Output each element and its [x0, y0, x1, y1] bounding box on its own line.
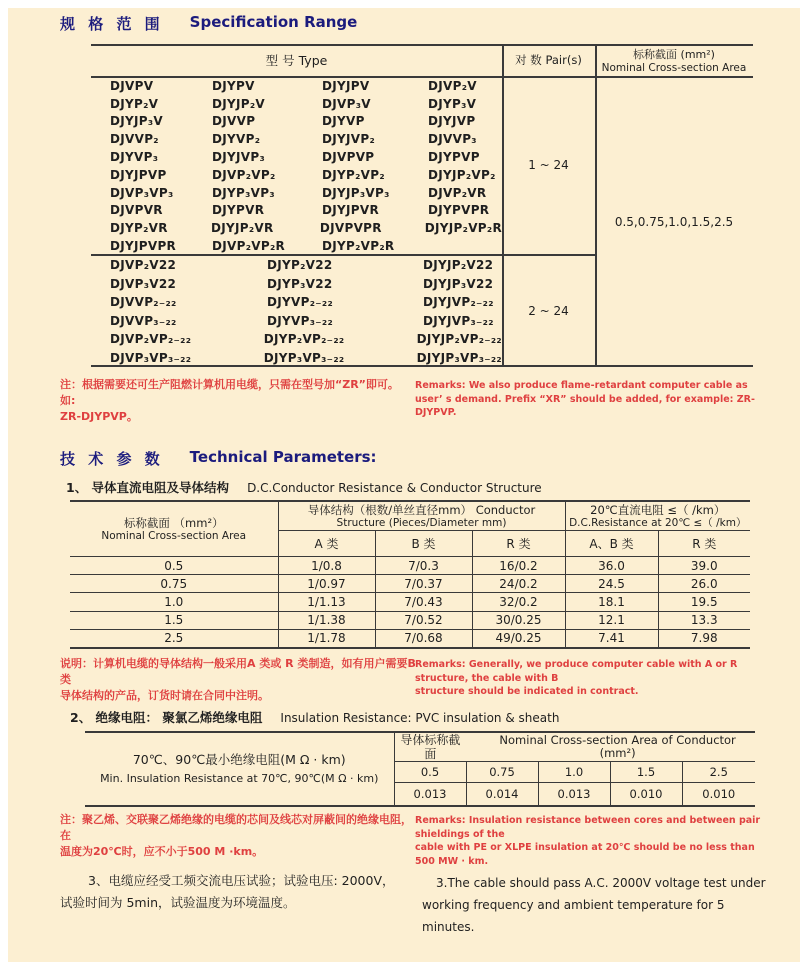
spec-note-zh — [60, 377, 412, 425]
dc-cell: 19.5 — [658, 593, 750, 611]
table-row — [70, 629, 750, 647]
spec-range-heading — [60, 13, 357, 34]
table-row — [70, 611, 750, 629]
dc-note-zh-line2: 导体结构的产品，订货时请在合同中注明。 — [60, 689, 269, 702]
technical-heading — [60, 448, 377, 469]
table-row — [110, 95, 502, 113]
dc-structure-header-line2: Structure (Pieces/Diameter mm) — [336, 516, 507, 529]
model-cell: DJYJVP₂₋₂₂ — [423, 295, 494, 310]
dc-nominal-header — [70, 502, 278, 557]
dc-cell: 0.75 — [70, 575, 278, 593]
table-row — [110, 148, 502, 166]
model-cell: DJYJP₂VP₂R — [424, 221, 502, 236]
dc-cell: 0.5 — [70, 557, 278, 575]
table-row — [110, 275, 502, 294]
table-row — [70, 593, 750, 611]
dc-subheader-ab: A、B 类 — [565, 531, 658, 557]
model-cell: DJYPVP — [428, 150, 480, 165]
table-row — [85, 733, 755, 762]
value-cell: 0.010 — [682, 783, 755, 806]
table-row — [110, 113, 502, 131]
size-cell: 1.5 — [610, 762, 682, 783]
dc-cell: 30/0.25 — [472, 611, 565, 629]
dc-cell: 7/0.43 — [375, 593, 472, 611]
model-cell: DJYJPV — [322, 78, 370, 93]
model-cell: DJYP₂VR — [110, 221, 168, 236]
dc-cell: 13.3 — [658, 611, 750, 629]
dc-cell: 7/0.52 — [375, 611, 472, 629]
insulation-note-en-line1: Remarks: Insulation resistance between cores and between pair shieldings of the — [415, 815, 761, 840]
insulation-left-en: Min. Insulation Resistance at 70℃, 90℃(M Ω · km) — [100, 772, 379, 785]
model-cell: DJYJP₂VP₂ — [428, 167, 496, 182]
nominal-value: 0.5,0.75,1.0,1.5,2.5 — [614, 214, 734, 229]
dc-note-en-line1: Remarks: Generally, we produce computer cable with A or R structure, the cable with B — [415, 659, 738, 684]
size-cell: 1.0 — [538, 762, 610, 783]
dc-cell: 2.5 — [70, 629, 278, 647]
item2-title-en: Insulation Resistance: PVC insulation & sheath — [280, 711, 560, 725]
model-cell: DJYJP₃V22 — [423, 276, 494, 291]
value-cell: 0.010 — [610, 783, 682, 806]
item1-title — [66, 478, 542, 496]
dc-cell: 1/1.13 — [278, 593, 375, 611]
dc-subheader-r: R 类 — [472, 531, 565, 557]
dc-note-en-line2: structure should be indicated in contract. — [415, 686, 639, 697]
model-cell: DJVP₂V22 — [110, 258, 177, 273]
table-row — [110, 237, 502, 255]
table-row — [110, 312, 502, 331]
table-row — [110, 77, 502, 95]
model-cell: DJYVP₃₋₂₂ — [267, 313, 333, 328]
size-cell: 0.5 — [394, 762, 466, 783]
dc-cell: 24.5 — [565, 575, 658, 593]
dc-cell: 7.98 — [658, 629, 750, 647]
dc-structure-header — [278, 502, 565, 531]
dc-cell: 12.1 — [565, 611, 658, 629]
item1-title-zh: 1、 导体直流电阻及导体结构 — [66, 480, 230, 495]
spec-note-zh-line1: 注：根据需要还可生产阻燃计算机用电缆，只需在型号加“ZR”即可。如: — [60, 378, 399, 407]
pairs-column-header: 对 数 Pair(s) — [515, 53, 582, 67]
insulation-left-zh: 70℃、90℃最小绝缘电阻(M Ω · km) — [132, 752, 346, 767]
model-cell: DJYP₂V — [110, 96, 159, 111]
model-cell: DJYJP₂V — [212, 96, 266, 111]
model-cell: DJVP₃VP₃₋₂₂ — [110, 350, 192, 365]
table-row — [110, 184, 502, 202]
model-cell: DJYP₃V — [428, 96, 477, 111]
dc-structure-header-line1: 导体结构（根数/单丝直径mm） Conductor — [307, 502, 536, 517]
table-row — [110, 293, 502, 312]
table-row — [70, 502, 750, 531]
model-cell: DJVP₃VP₃ — [110, 185, 174, 200]
table-row — [70, 575, 750, 593]
model-cell: DJYP₃V22 — [267, 276, 333, 291]
table-row — [110, 202, 502, 220]
size-cell: 0.75 — [466, 762, 538, 783]
dc-cell: 7/0.37 — [375, 575, 472, 593]
model-cell: DJVVP₃ — [428, 132, 477, 147]
size-cell: 2.5 — [682, 762, 755, 783]
dc-cell: 1/0.8 — [278, 557, 375, 575]
dc-nominal-header-en: Nominal Cross-section Area — [101, 529, 247, 542]
model-cell: DJYPVR — [212, 203, 265, 218]
dc-subheader-a: A 类 — [278, 531, 375, 557]
dc-cell: 36.0 — [565, 557, 658, 575]
item2-title — [70, 708, 559, 726]
model-cell: DJYVP₂ — [212, 132, 261, 147]
dc-table-body — [70, 557, 750, 647]
dc-note-zh — [60, 656, 420, 704]
model-cell: DJVP₂VP₂₋₂₂ — [110, 332, 192, 347]
dc-cell: 1/1.78 — [278, 629, 375, 647]
technical-heading-en: Technical Parameters: — [189, 448, 377, 466]
item1-title-en: D.C.Conductor Resistance & Conductor Structure — [247, 481, 542, 495]
pairs-value-block1: 1 ~ 24 — [528, 158, 569, 172]
dc-cell: 16/0.2 — [472, 557, 565, 575]
model-cell: DJYJVP₃ — [212, 150, 266, 165]
insulation-size-header-en: Nominal Cross-section Area of Conductor (mm²) — [499, 733, 736, 760]
item3-zh-line1: 3、电缆应经受工频交流电压试验；试验电压: 2000V， — [88, 873, 395, 888]
dc-cell: 7/0.68 — [375, 629, 472, 647]
model-cell: DJYP₃VP₃ — [212, 185, 275, 200]
item3-zh-line2: 试验时间为 5min，试验温度为环境温度。 — [60, 895, 296, 910]
item3-paragraph-zh — [60, 870, 425, 914]
dc-note-zh-line1: 说明：计算机电缆的导体结构一般采用A 类或 R 类制造，如有用户需要B 类 — [60, 657, 416, 686]
model-cell: DJYJP₃VP₃₋₂₂ — [416, 350, 502, 365]
model-cell: DJVP₂VP₂R — [212, 239, 286, 254]
dc-cell: 18.1 — [565, 593, 658, 611]
model-cell: DJVPV — [110, 78, 154, 93]
model-cell: DJYPV — [212, 78, 255, 93]
dc-cell: 49/0.25 — [472, 629, 565, 647]
table-row — [110, 130, 502, 148]
dc-subheader-b: B 类 — [375, 531, 472, 557]
model-list-block1 — [91, 77, 502, 255]
dc-cell: 24/0.2 — [472, 575, 565, 593]
dc-cell: 1.0 — [70, 593, 278, 611]
table-row — [110, 256, 502, 275]
model-cell: DJVVP₃₋₂₂ — [110, 313, 177, 328]
dc-nominal-header-zh: 标称截面 （mm²） — [123, 515, 224, 530]
model-cell: DJYVP₂₋₂₂ — [267, 295, 333, 310]
type-column-header: 型 号 Type — [265, 53, 328, 68]
model-cell: DJVPVPR — [319, 221, 382, 236]
table-row — [110, 330, 502, 349]
model-cell: DJYP₂V22 — [267, 258, 333, 273]
nominal-column-header — [595, 44, 753, 76]
value-cell: 0.014 — [466, 783, 538, 806]
technical-heading-zh: 技 术 参 数 — [60, 450, 164, 468]
insulation-note-zh — [60, 812, 420, 860]
spec-note-en: Remarks: We also produce flame-retardant computer cable as user’ s demand. Prefix “XR” should be added, for example: ZR-DJYPVP. — [415, 380, 755, 418]
table-row — [110, 166, 502, 184]
insulation-size-header-zh: 导体标称截面 — [400, 733, 461, 761]
dc-resistance-header — [565, 502, 750, 531]
dc-cell: 7/0.3 — [375, 557, 472, 575]
insulation-table — [85, 731, 755, 807]
dc-cell: 7.41 — [565, 629, 658, 647]
model-cell: DJYVP₃ — [110, 150, 159, 165]
spec-note-zh-line2: ZR-DJYPVP。 — [60, 410, 138, 423]
model-cell: DJVP₂VP₂ — [212, 167, 276, 182]
model-cell: DJVVP₂₋₂₂ — [110, 295, 177, 310]
model-cell: DJYJPVR — [322, 203, 380, 218]
item2-title-zh: 2、 绝缘电阻： 聚氯乙烯绝缘电阻 — [70, 710, 263, 725]
insulation-left-label — [85, 733, 394, 805]
model-cell: DJYPVPR — [428, 203, 490, 218]
model-cell: DJYJVP₃₋₂₂ — [423, 313, 494, 328]
model-cell: DJYP₂VP₂ — [322, 167, 385, 182]
model-cell: DJYP₂VP₂₋₂₂ — [263, 332, 345, 347]
model-cell: DJYJP₂V22 — [423, 258, 494, 273]
dc-resistance-header-line2: D.C.Resistance at 20℃ ≤（ /km） — [569, 516, 747, 529]
spec-range-heading-zh: 规 格 范 围 — [60, 15, 164, 33]
spec-range-heading-en: Specification Range — [189, 13, 358, 31]
value-cell: 0.013 — [394, 783, 466, 806]
model-cell: DJVVP₂ — [110, 132, 159, 147]
dc-cell: 1/0.97 — [278, 575, 375, 593]
model-cell: DJYP₂VP₂R — [322, 239, 395, 254]
insulation-note-en-line2: cable with PE or XLPE insulation at 20℃ should be no less than 500 MW · km. — [415, 842, 755, 867]
item3-paragraph-en: 3.The cable should pass A.C. 2000V voltage test under working frequency and ambient temperature for 5 minutes. — [422, 876, 766, 934]
insulation-note-en — [415, 814, 765, 868]
nominal-header-en: Nominal Cross-section Area — [601, 62, 747, 74]
model-cell: DJVP₃V22 — [110, 276, 177, 291]
dc-cell: 26.0 — [658, 575, 750, 593]
model-cell: DJYJVP₂ — [322, 132, 376, 147]
model-cell: DJYP₃VP₃₋₂₂ — [263, 350, 345, 365]
model-cell: DJYJP₃V — [110, 114, 164, 129]
table-row — [110, 349, 502, 368]
insulation-size-header — [394, 733, 755, 762]
nominal-header-zh: 标称截面 (mm²) — [633, 48, 715, 61]
dc-cell: 32/0.2 — [472, 593, 565, 611]
model-cell: DJVP₃V — [322, 96, 371, 111]
model-cell: DJVPVP — [322, 150, 375, 165]
model-cell: DJYJVP — [428, 114, 476, 129]
insulation-note-zh-line1: 注：聚乙烯、交联聚乙烯绝缘的电缆的芯间及线芯对屏蔽间的绝缘电阻，在 — [60, 813, 412, 842]
table-row — [110, 219, 502, 237]
dc-cell: 1/1.38 — [278, 611, 375, 629]
value-cell: 0.013 — [538, 783, 610, 806]
model-cell: DJYJPVP — [110, 167, 167, 182]
insulation-note-zh-line2: 温度为20℃时，应不小于500 M ·km。 — [60, 845, 264, 858]
model-cell: DJVVP — [212, 114, 256, 129]
dc-resistance-header-line1: 20℃直流电阻 ≤（ /km） — [590, 502, 726, 517]
specification-table — [91, 44, 753, 367]
model-cell: DJVP₂VR — [428, 185, 487, 200]
dc-resistance-table — [70, 500, 750, 649]
dc-subheader-r2: R 类 — [658, 531, 750, 557]
model-cell: DJYJP₂VP₂₋₂₂ — [416, 332, 502, 347]
dc-cell: 39.0 — [658, 557, 750, 575]
model-list-block2 — [91, 256, 502, 367]
pairs-value-block2: 2 ~ 24 — [528, 303, 569, 318]
model-cell: DJVPVR — [110, 203, 163, 218]
table-row — [70, 557, 750, 575]
model-cell: DJYJP₂VR — [210, 221, 274, 236]
dc-cell: 1.5 — [70, 611, 278, 629]
model-cell: DJVP₂V — [428, 78, 477, 93]
model-cell: DJYJP₃VP₃ — [322, 185, 390, 200]
model-cell: DJYJPVPR — [110, 239, 177, 254]
model-cell: DJYVP — [322, 114, 365, 129]
dc-note-en — [415, 658, 765, 699]
